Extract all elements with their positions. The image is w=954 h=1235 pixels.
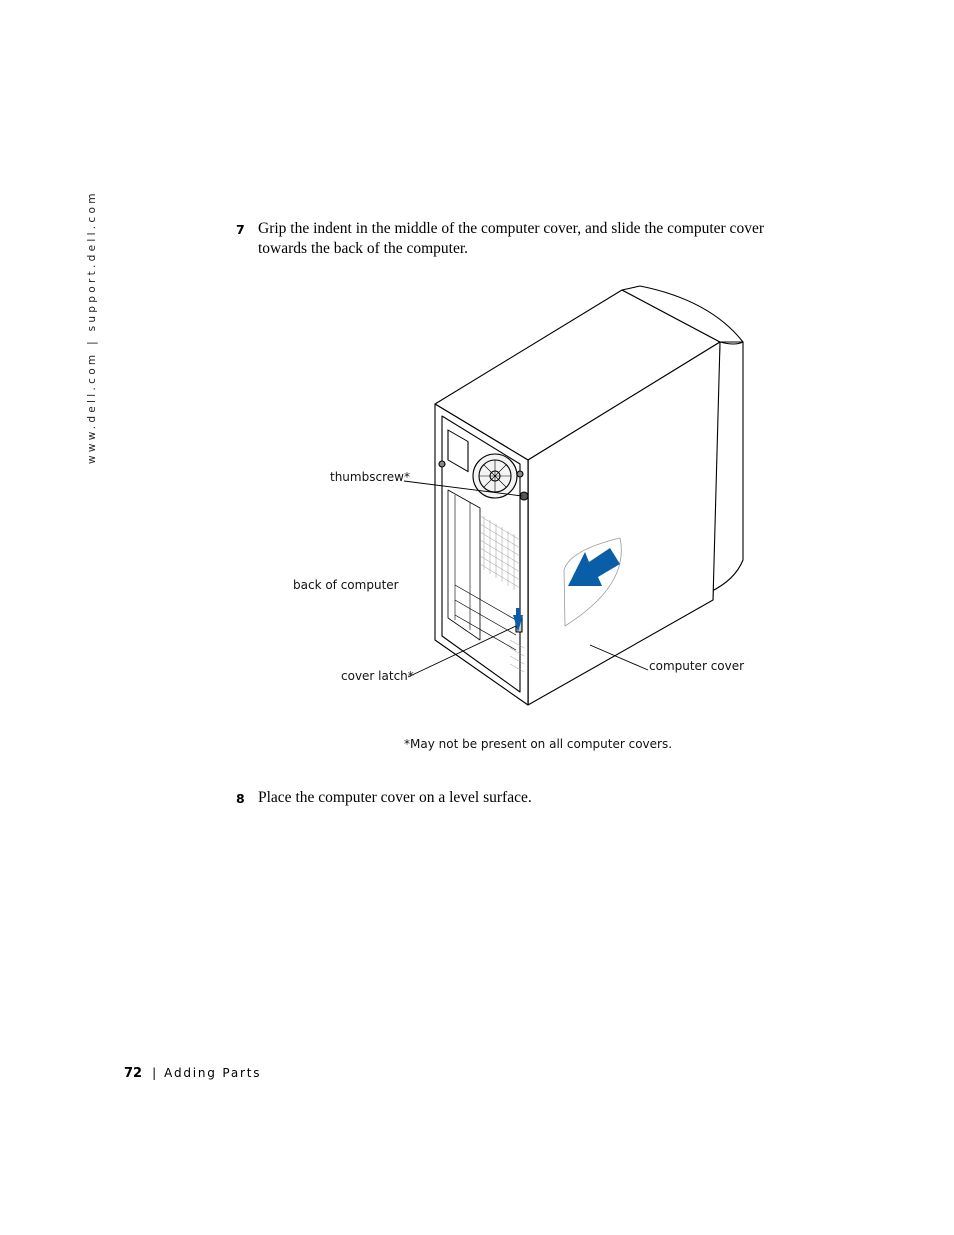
step-7 xyxy=(236,219,806,259)
computer-cover-illustration xyxy=(280,280,760,720)
figure-footnote: *May not be present on all computer covers. xyxy=(404,737,673,751)
sidebar-url: www.dell.com | support.dell.com xyxy=(86,190,98,464)
page-number: 72 xyxy=(124,1066,143,1081)
step-text: Place the computer cover on a level surface. xyxy=(258,789,532,806)
step-8 xyxy=(236,788,806,808)
footer-separator: | xyxy=(152,1066,157,1080)
section-title: Adding Parts xyxy=(164,1066,262,1080)
back-of-computer-label: back of computer xyxy=(293,578,399,592)
cover-latch-label: cover latch* xyxy=(341,669,414,683)
tower-drawing xyxy=(280,280,760,720)
computer-cover-label: computer cover xyxy=(649,659,745,673)
thumbscrew-label: thumbscrew* xyxy=(330,470,410,484)
step-text: Grip the indent in the middle of the computer cover, and slide the computer cover towards the back of the computer. xyxy=(258,220,764,257)
step-number: 7 xyxy=(236,222,245,237)
page-footer xyxy=(124,1062,261,1081)
step-number: 8 xyxy=(236,791,245,806)
